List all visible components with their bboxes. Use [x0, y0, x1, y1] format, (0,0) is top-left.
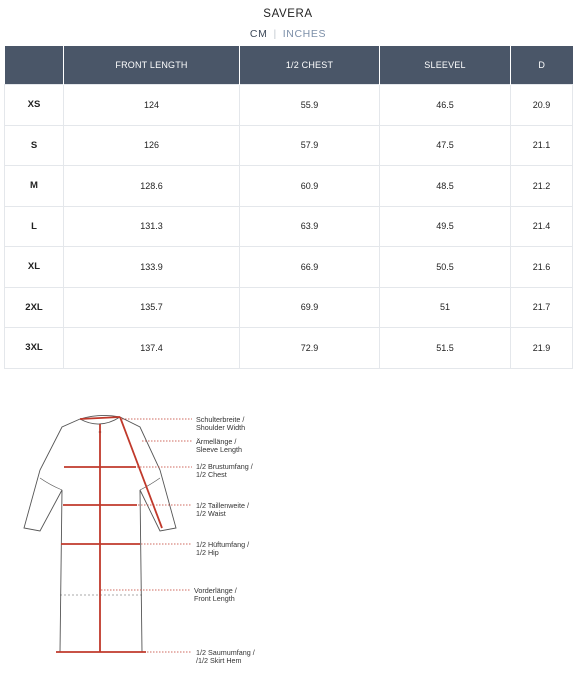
table-row — [5, 206, 573, 247]
size-label: S — [5, 125, 64, 166]
d-cell: 21.9 — [511, 328, 573, 369]
d-cell: 21.2 — [511, 166, 573, 207]
label-sleeve-length-de: Ärmellänge / — [196, 437, 237, 446]
garment-measurement-diagram — [0, 400, 576, 683]
label-front-length-de: Vorderlänge / — [194, 586, 237, 595]
header-size — [5, 46, 64, 85]
front-length-cell: 137.4 — [64, 328, 240, 369]
half-chest-cell: 72.9 — [240, 328, 380, 369]
header-half-chest: 1/2 CHEST — [240, 46, 380, 85]
sleeve-cell: 47.5 — [380, 125, 511, 166]
measurement-lines — [56, 417, 162, 652]
size-label: L — [5, 206, 64, 247]
leader-lines — [101, 419, 192, 652]
front-length-cell: 135.7 — [64, 287, 240, 328]
d-cell: 21.7 — [511, 287, 573, 328]
half-chest-cell: 66.9 — [240, 247, 380, 288]
label-chest-de: 1/2 Brustumfang / — [196, 462, 253, 471]
label-waist-de: 1/2 Taillenweite / — [196, 501, 250, 510]
sleeve-cell: 48.5 — [380, 166, 511, 207]
header-d: D — [511, 46, 573, 85]
sleeve-cell: 51.5 — [380, 328, 511, 369]
label-hip-en: 1/2 Hip — [196, 548, 219, 557]
table-row — [5, 247, 573, 288]
front-length-cell: 131.3 — [64, 206, 240, 247]
label-shoulder-width-de: Schulterbreite / — [196, 415, 245, 424]
d-cell: 20.9 — [511, 85, 573, 126]
size-label: 2XL — [5, 287, 64, 328]
unit-inches-button[interactable]: INCHES — [282, 28, 327, 40]
front-length-cell: 133.9 — [64, 247, 240, 288]
product-title: SAVERA — [263, 8, 313, 20]
sleeve-cell: 49.5 — [380, 206, 511, 247]
unit-cm-button[interactable]: CM — [249, 28, 268, 40]
table-row — [5, 287, 573, 328]
table-row — [5, 166, 573, 207]
d-cell: 21.6 — [511, 247, 573, 288]
label-sleeve-length-en: Sleeve Length — [196, 445, 242, 454]
table-row — [5, 125, 573, 166]
front-length-cell: 128.6 — [64, 166, 240, 207]
label-skirt-hem-en: /1/2 Skirt Hem — [196, 656, 242, 665]
measurement-labels — [194, 415, 255, 665]
front-length-cell: 124 — [64, 85, 240, 126]
size-label: M — [5, 166, 64, 207]
header-sleeve: SLEEVEL — [380, 46, 511, 85]
label-skirt-hem-de: 1/2 Saumumfang / — [196, 648, 255, 657]
d-cell: 21.1 — [511, 125, 573, 166]
table-row — [5, 85, 573, 126]
size-label: XS — [5, 85, 64, 126]
sleeve-length-line — [120, 417, 162, 528]
unit-toggle — [0, 28, 576, 40]
header-front-length: FRONT LENGTH — [64, 46, 240, 85]
label-front-length-en: Front Length — [194, 594, 235, 603]
front-length-cell: 126 — [64, 125, 240, 166]
sleeve-cell: 50.5 — [380, 247, 511, 288]
unit-separator: | — [273, 28, 277, 40]
half-chest-cell: 69.9 — [240, 287, 380, 328]
d-cell: 21.4 — [511, 206, 573, 247]
table-row — [5, 328, 573, 369]
half-chest-cell: 63.9 — [240, 206, 380, 247]
label-shoulder-width-en: Shoulder Width — [196, 423, 246, 432]
half-chest-cell: 55.9 — [240, 85, 380, 126]
label-hip-de: 1/2 Hüftumfang / — [196, 540, 250, 549]
sleeve-cell: 46.5 — [380, 85, 511, 126]
size-chart-table — [4, 46, 573, 369]
label-waist-en: 1/2 Waist — [196, 509, 226, 518]
half-chest-cell: 57.9 — [240, 125, 380, 166]
size-label: XL — [5, 247, 64, 288]
label-chest-en: 1/2 Chest — [196, 470, 227, 479]
half-chest-cell: 60.9 — [240, 166, 380, 207]
table-header-row — [5, 46, 573, 85]
sleeve-cell: 51 — [380, 287, 511, 328]
size-label: 3XL — [5, 328, 64, 369]
